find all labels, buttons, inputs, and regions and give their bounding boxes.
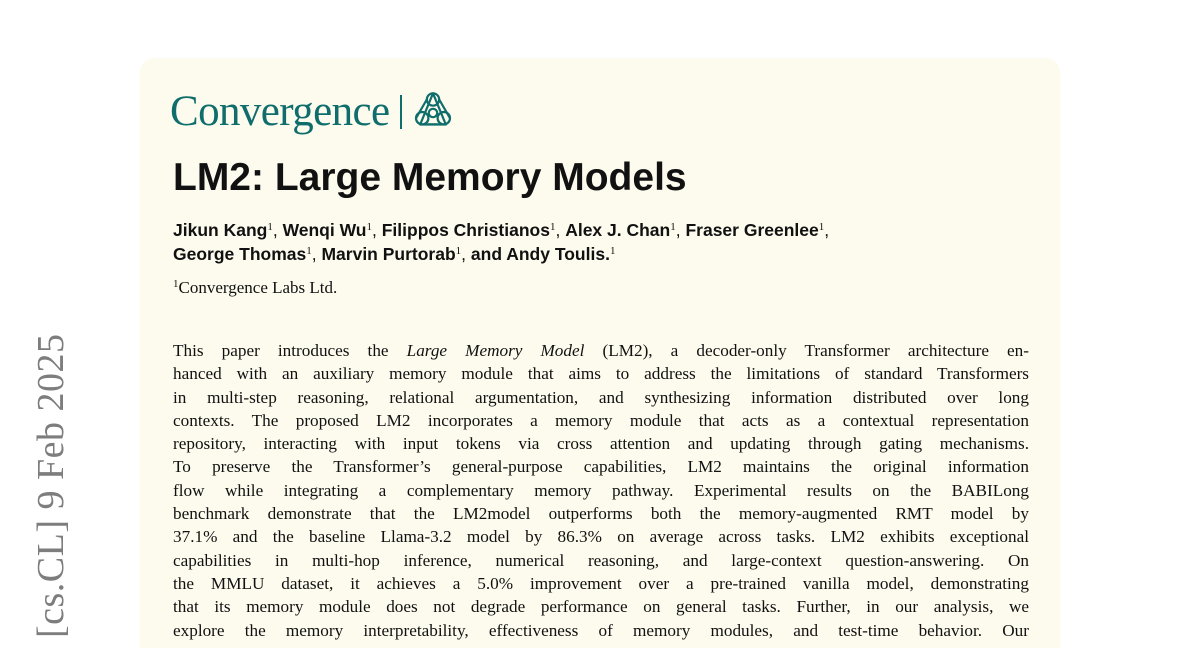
abstract-line: in multi-step reasoning, relational argumentation, and synthesizing information distributed over long xyxy=(173,387,1029,407)
author-affiliation-mark: 1 xyxy=(306,245,312,257)
abstract-text: This paper introduces the xyxy=(173,341,407,360)
author-separator: , xyxy=(372,220,382,240)
author-separator: , xyxy=(461,244,471,264)
affiliation-name: Convergence Labs Ltd. xyxy=(178,278,338,297)
abstract xyxy=(173,339,1029,642)
abstract-line: To preserve the Transformer’s general-purpose capabilities, LM2 maintains the original information xyxy=(173,457,1029,477)
abstract-line xyxy=(173,339,1029,362)
abstract-line: hanced with an auxiliary memory module that aims to address the limitations of standard Transformers xyxy=(173,364,1029,384)
arxiv-identifier: [cs.CL] 9 Feb 2025 xyxy=(30,333,72,638)
abstract-emphasis: Large Memory Model xyxy=(406,341,585,360)
abstract-line: 37.1% and the baseline Llama-3.2 model by 86.3% on average across tasks. LM2 exhibits exceptional xyxy=(173,527,1029,547)
paper-page xyxy=(140,58,1060,648)
convergence-trefoil-icon xyxy=(410,89,456,135)
abstract-line: capabilities in multi-hop inference, numerical reasoning, and large-context question-answering. On xyxy=(173,550,1029,570)
abstract-line: explore the memory interpretability, effectiveness of memory modules, and test-time behavior. Our xyxy=(173,620,1029,640)
affiliation-mark: 1 xyxy=(173,278,179,290)
author-affiliation-mark: 1 xyxy=(549,221,556,233)
affiliation xyxy=(173,277,337,299)
author-affiliation-mark: 1 xyxy=(609,245,616,257)
author-name: Alex J. Chan xyxy=(565,220,671,240)
abstract-line: repository, interacting with input tokens via cross attention and updating through gating mechanisms. xyxy=(173,434,1029,454)
logo-wordmark: Convergence xyxy=(170,88,390,135)
author-name: Filippos Christianos xyxy=(381,220,550,240)
author-line xyxy=(173,242,993,266)
author-affiliation-mark: 1 xyxy=(366,221,372,233)
author-separator: , xyxy=(675,220,686,240)
logo-divider xyxy=(400,95,402,129)
abstract-text: (LM2), a decoder-only Transformer architecture en- xyxy=(584,341,1029,360)
author-separator: , xyxy=(555,220,566,240)
paper-title: LM2: Large Memory Models xyxy=(173,156,687,199)
author-name: Fraser Greenlee xyxy=(685,220,819,240)
abstract-line: benchmark demonstrate that the LM2model outperforms both the memory-augmented RMT model by xyxy=(173,504,1029,524)
author-name: Wenqi Wu xyxy=(282,220,367,240)
author-list xyxy=(173,218,993,266)
abstract-line: flow while integrating a complementary memory pathway. Experimental results on the BABILong xyxy=(173,480,1029,500)
author-name: Marvin Purtorab xyxy=(321,244,456,264)
author-name: Jikun Kang xyxy=(173,220,268,240)
author-separator: , xyxy=(311,244,322,264)
author-affiliation-mark: 1 xyxy=(818,221,825,233)
author-separator: , xyxy=(272,220,283,240)
arxiv-side-stamp xyxy=(28,322,72,638)
convergence-logo xyxy=(170,86,456,138)
author-affiliation-mark: 1 xyxy=(670,221,676,233)
author-affiliation-mark: 1 xyxy=(455,245,462,257)
author-affiliation-mark: 1 xyxy=(267,221,273,233)
author-separator: , xyxy=(824,220,830,240)
abstract-line: the MMLU dataset, it achieves a 5.0% improvement over a pre-trained vanilla model, demonstrating xyxy=(173,573,1029,593)
author-line xyxy=(173,218,993,242)
abstract-line: that its memory module does not degrade performance on general tasks. Further, in our analysis, we xyxy=(173,597,1029,617)
author-name: George Thomas xyxy=(173,244,307,264)
author-name: and Andy Toulis. xyxy=(470,244,610,264)
abstract-line: contexts. The proposed LM2 incorporates a memory module that acts as a contextual representation xyxy=(173,410,1029,430)
